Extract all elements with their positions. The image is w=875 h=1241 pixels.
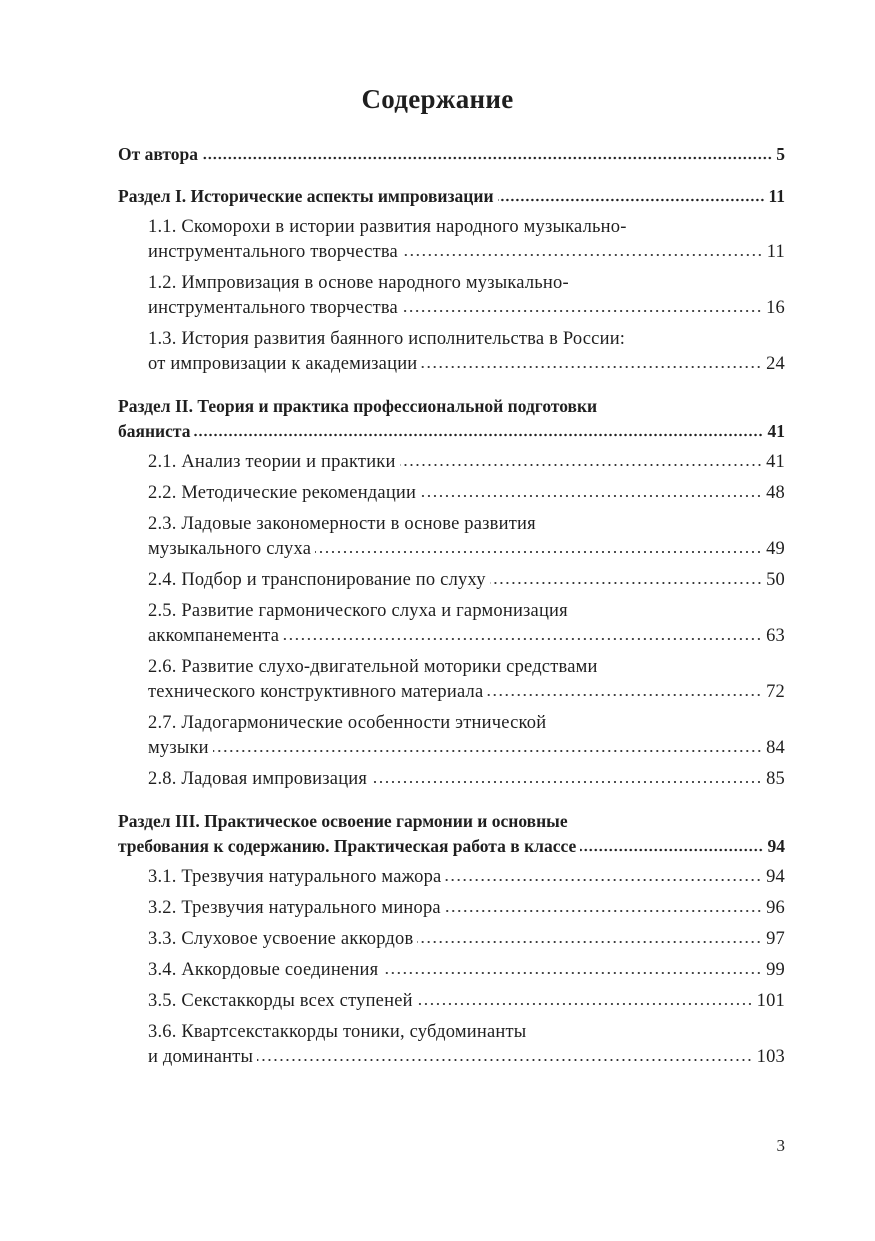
leader-dots [487,693,762,697]
leader-dots [402,309,762,313]
toc-page-number: 5 [776,144,785,164]
toc-page-number: 48 [766,483,785,503]
toc-entry-text: Раздел I. Исторические аспекты импровизации [118,186,494,206]
toc-entry-text: 1.3. История развития баянного исполнительства в России: [148,329,626,349]
toc-page-number: 103 [756,1047,785,1067]
toc-entry-text: 2.7. Ладогармонические особенности этнической [148,713,547,733]
toc-line [148,736,785,761]
toc-entry-text: 2.2. Методические рекомендации [148,483,417,503]
toc-entry-text: Раздел II. Теория и практика профессиональной подготовки [118,396,598,416]
toc-line [148,655,785,680]
toc-entry-text: аккомпанемента [148,626,280,646]
toc-entry-text: 1.2. Импровизация в основе народного музыкально- [148,273,569,293]
toc-page-number: 99 [766,960,785,980]
toc-entry-text: 1.1. Скоморохи в истории развития народного музыкально- [148,217,627,237]
leader-dots [490,581,762,585]
toc-line [148,896,785,921]
toc-subsection-entry [118,989,785,1014]
toc-line [148,568,785,593]
toc-subsection-entry [118,599,785,649]
toc-line [148,352,785,377]
leader-dots [283,637,762,641]
leader-dots [213,749,762,753]
toc-line [118,809,785,834]
toc-entry-text: 3.5. Секстаккорды всех ступеней [148,991,413,1011]
leader-dots [421,365,762,369]
toc-entry-text: От автора [118,144,198,164]
toc-entry-text: музыки [148,738,209,758]
toc-subsection-entry [118,1020,785,1070]
toc-line [148,767,785,792]
toc-line [148,989,785,1014]
toc-line [118,394,785,419]
toc-subsection-entry [118,327,785,377]
toc-line [148,240,785,265]
toc-subsection-entry [118,512,785,562]
toc-entry-text: 2.3. Ладовые закономерности в основе развития [148,514,536,534]
toc-line [148,512,785,537]
toc-subsection-entry [118,927,785,952]
leader-dots [417,940,762,944]
leader-dots [445,909,762,913]
toc-section-entry [118,142,785,167]
toc-entry-text: 2.5. Развитие гармонического слуха и гармонизация [148,601,568,621]
table-of-contents [118,142,785,1076]
toc-page-number: 41 [767,421,785,441]
toc-entry-text: 3.4. Аккордовые соединения [148,960,379,980]
toc-line [148,327,785,352]
toc-section-entry [118,809,785,859]
leader-dots [382,971,762,975]
toc-line [118,142,785,167]
toc-line [118,184,785,209]
toc-line [148,927,785,952]
toc-entry-text: баяниста [118,421,191,441]
toc-subsection-entry [118,958,785,983]
toc-line [148,599,785,624]
toc-entry-text: технического конструктивного материала [148,682,484,702]
toc-line [148,624,785,649]
toc-entry-text: 3.1. Трезвучия натурального мажора [148,867,442,887]
toc-subsection-entry [118,767,785,792]
page-title: Содержание [361,84,514,114]
toc-section-entry [118,184,785,209]
toc-page-number: 11 [766,242,785,262]
toc-line [148,481,785,506]
toc-subsection-entry [118,215,785,265]
leader-dots [202,156,772,160]
toc-page-number: 85 [766,769,785,789]
toc-subsection-entry [118,711,785,761]
toc-entry-text: инструментального творчества [148,298,398,318]
toc-line [148,271,785,296]
toc-entry-text: 2.4. Подбор и транспонирование по слуху [148,570,486,590]
toc-entry-text: требования к содержанию. Практическая работа в классе [118,836,577,856]
leader-dots [400,463,762,467]
toc-entry-text: 2.6. Развитие слухо-двигательной моторики средствами [148,657,598,677]
leader-dots [371,780,762,784]
toc-page-number: 97 [766,929,785,949]
toc-entry-text: и доминанты [148,1047,254,1067]
toc-page-number: 84 [766,738,785,758]
page-number: 3 [776,1136,785,1155]
toc-line [148,711,785,736]
toc-page-number: 11 [768,186,785,206]
leader-dots [315,550,762,554]
toc-line [148,865,785,890]
toc-page-number: 96 [766,898,785,918]
toc-section-entry [118,394,785,444]
toc-subsection-entry [118,568,785,593]
toc-entry-text: 2.1. Анализ теории и практики [148,452,396,472]
leader-dots [257,1058,752,1062]
toc-entry-text: музыкального слуха [148,539,312,559]
toc-line [118,419,785,444]
toc-page-number: 50 [766,570,785,590]
toc-page-number: 49 [766,539,785,559]
toc-line [118,834,785,859]
toc-page-number: 24 [766,354,785,374]
toc-entry-text: 3.6. Квартсекстаккорды тоники, субдоминанты [148,1022,527,1042]
toc-subsection-entry [118,271,785,321]
leader-dots [498,198,765,202]
toc-page-number: 16 [766,298,785,318]
leader-dots [445,878,762,882]
toc-line [148,1045,785,1070]
toc-page-number: 94 [766,867,785,887]
toc-entry-text: 2.8. Ладовая импровизация [148,769,368,789]
leader-dots [420,494,762,498]
toc-subsection-entry [118,896,785,921]
toc-entry-text: 3.2. Трезвучия натурального минора [148,898,441,918]
toc-page-number: 72 [766,682,785,702]
leader-dots [194,433,763,437]
toc-page-number: 101 [756,991,785,1011]
toc-entry-text: 3.3. Слуховое усвоение аккордов [148,929,414,949]
leader-dots [402,253,763,257]
toc-page-number: 41 [766,452,785,472]
toc-page-number: 94 [767,836,785,856]
toc-subsection-entry [118,655,785,705]
toc-line [148,537,785,562]
toc-entry-text: инструментального творчества [148,242,398,262]
toc-page-number: 63 [766,626,785,646]
toc-line [148,680,785,705]
toc-line [148,958,785,983]
leader-dots [580,848,763,852]
toc-line [148,450,785,475]
toc-line [148,215,785,240]
toc-entry-text: Раздел III. Практическое освоение гармонии и основные [118,811,568,831]
leader-dots [417,1002,753,1006]
toc-subsection-entry [118,481,785,506]
toc-subsection-entry [118,450,785,475]
toc-entry-text: от импровизации к академизации [148,354,418,374]
toc-line [148,296,785,321]
toc-line [148,1020,785,1045]
toc-subsection-entry [118,865,785,890]
